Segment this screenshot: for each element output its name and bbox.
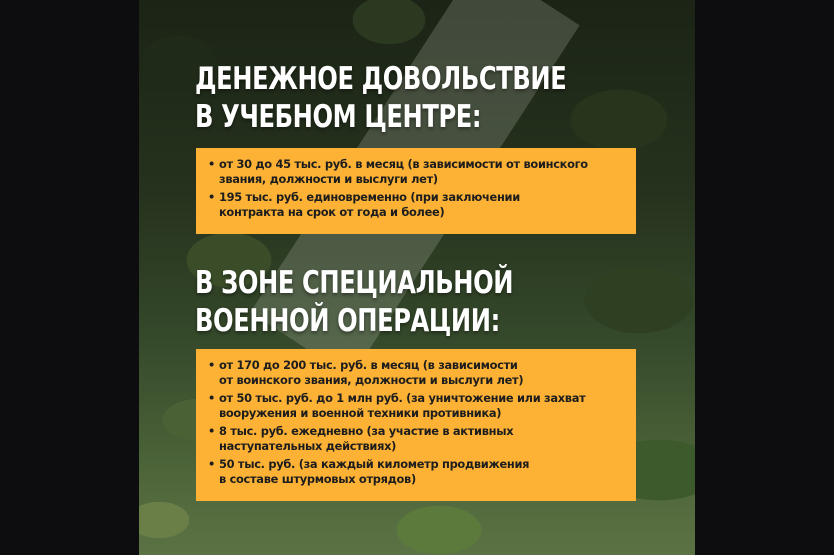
list-item-line: наступательных действиях) [219,438,397,453]
pay-list [208,157,626,219]
list-item [208,457,626,486]
list-item [208,190,626,219]
pay-list [208,358,626,486]
list-item [208,358,626,387]
list-item-line: вооружения и военной техники противника) [219,405,502,420]
list-item-line: • от 170 до 200 тыс. руб. в месяц (в зависимости [219,358,518,372]
list-item [208,424,626,453]
training-center-pay-box [196,148,636,234]
heading-special-operation-zone [195,264,513,340]
special-operation-pay-box [196,349,636,501]
list-item-line: • 50 тыс. руб. (за каждый километр продвижения [219,457,530,471]
list-item-line: звания, должности и выслуги лет) [219,171,438,186]
list-item-line: от воинского звания, должности и выслуги лет) [219,372,524,387]
heading-line: В ЗОНЕ СПЕЦИАЛЬНОЙ [195,265,514,301]
list-item [208,391,626,420]
heading-line: В УЧЕБНОМ ЦЕНТРЕ: [195,99,482,135]
list-item-line: • 8 тыс. руб. ежедневно (за участие в активных [219,424,514,438]
list-item-line: в составе штурмовых отрядов) [219,471,416,486]
poster [139,0,695,555]
heading-training-center [195,60,566,136]
list-item-line: • от 50 тыс. руб. до 1 млн руб. (за уничтожение или захват [219,391,586,405]
list-item-line: контракта на срок от года и более) [219,204,445,219]
heading-line: ДЕНЕЖНОЕ ДОВОЛЬСТВИЕ [195,61,567,97]
list-item-line: • 195 тыс. руб. единовременно (при заключении [219,190,520,204]
list-item-line: • от 30 до 45 тыс. руб. в месяц (в зависимости от воинского [219,157,588,171]
heading-line: ВОЕННОЙ ОПЕРАЦИИ: [195,303,500,339]
list-item [208,157,626,186]
